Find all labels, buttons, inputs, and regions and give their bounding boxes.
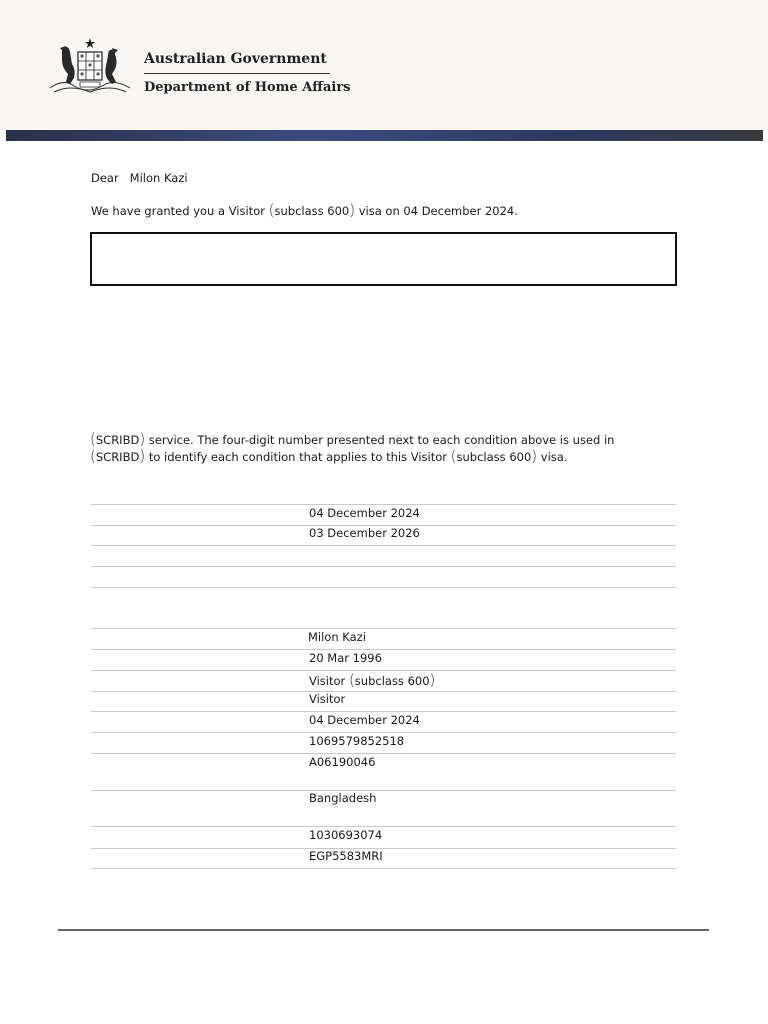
visa-type-label: Visitor (309, 674, 349, 688)
table-row-divider (91, 566, 676, 567)
table-row-divider (91, 848, 676, 849)
table-row-divider (91, 826, 676, 827)
department-name: Department of Home Affairs (144, 80, 351, 95)
table-row-divider (91, 691, 676, 692)
conditions-paragraph-line-1: (SCRIBD) service. The four-digit number presented next to each condition above is used in (90, 430, 615, 448)
header-divider (144, 73, 330, 74)
transaction-reference-value: EGP5583MRI (309, 849, 383, 863)
grant-number-value: 1069579852518 (309, 734, 405, 748)
visa-subclass: subclass 600 (354, 674, 430, 688)
scribd-tag: SCRIBD (95, 450, 140, 464)
table-row-divider (91, 790, 676, 791)
table-row-divider (91, 711, 676, 712)
must-not-arrive-after-value: 03 December 2026 (309, 526, 420, 540)
grant-prefix: We have granted you a Visitor (91, 204, 269, 218)
table-row-divider (91, 545, 676, 546)
header-band (6, 130, 763, 141)
paragraph-text: visa. (537, 450, 568, 464)
government-name: Australian Government (144, 51, 327, 67)
scribd-tag: SCRIBD (95, 433, 140, 447)
table-row-divider (91, 732, 676, 733)
paragraph-text: to identify each condition that applies to this Visitor (145, 450, 451, 464)
coat-of-arms-icon (44, 34, 136, 98)
passport-country-value: Bangladesh (309, 791, 377, 805)
table-row-divider (91, 868, 676, 869)
date-of-birth-value: 20 Mar 1996 (309, 651, 382, 665)
grant-date-value: 04 December 2024 (309, 506, 420, 520)
notice-box (90, 232, 677, 286)
conditions-paragraph-line-2: (SCRIBD) to identify each condition that applies to this Visitor (subclass 600) visa. (90, 447, 568, 465)
table-row-divider (91, 628, 676, 629)
visa-grant-date-value: 04 December 2024 (309, 713, 420, 727)
table-row-divider (91, 587, 676, 588)
letterhead (0, 0, 768, 130)
visa-stream-value: Visitor (309, 692, 346, 706)
visa-type-value: Visitor (subclass 600) (309, 671, 436, 689)
table-row-divider (91, 753, 676, 754)
table-row-divider (91, 649, 676, 650)
footer-divider (58, 929, 709, 931)
grant-statement: We have granted you a Visitor (subclass 600) visa on 04 December 2024. (91, 201, 518, 219)
grant-suffix: visa on 04 December 2024. (355, 204, 518, 218)
paragraph-text: service. The four-digit number presented next to each condition above is used in (145, 433, 615, 447)
paragraph-subclass: subclass 600 (456, 450, 532, 464)
application-id-value: 1030693074 (309, 828, 383, 842)
grant-subclass: subclass 600 (274, 204, 350, 218)
salutation: Dear Milon Kazi (91, 171, 188, 185)
table-row-divider (91, 504, 676, 505)
passport-number-value: A06190046 (309, 755, 376, 769)
holder-name-value: Milon Kazi (308, 630, 366, 644)
